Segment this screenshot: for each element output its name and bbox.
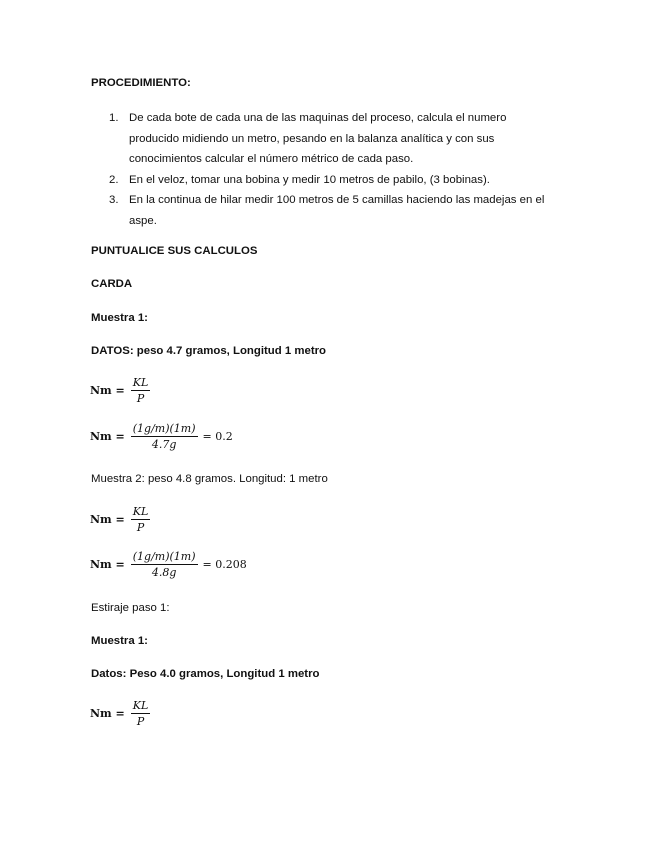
formula-lhs: Nm = xyxy=(90,384,125,397)
muestra-2: Muestra 2: peso 4.8 gramos. Longitud: 1 metro xyxy=(91,473,328,485)
denominator: P xyxy=(136,715,145,728)
numerator: KL xyxy=(132,505,149,518)
step-line: En el veloz, tomar una bobina y medir 10 metros de pabilo, (3 bobinas). xyxy=(129,173,490,186)
formula-lhs: Nm = xyxy=(90,558,125,571)
formula-result: = 0.2 xyxy=(202,430,233,443)
formula-lhs: Nm = xyxy=(90,707,125,720)
datos-2: Datos: Peso 4.0 gramos, Longitud 1 metro xyxy=(91,668,320,680)
formula-nm-general-3 xyxy=(90,699,153,728)
formula-nm-sample-1 xyxy=(90,422,233,451)
fraction xyxy=(131,505,151,534)
procedure-list xyxy=(91,108,571,231)
muestra-1-label: Muestra 1: xyxy=(91,312,148,324)
datos-1: DATOS: peso 4.7 gramos, Longitud 1 metro xyxy=(91,345,327,357)
procedure-heading: PROCEDIMIENTO: xyxy=(91,77,191,89)
fraction xyxy=(131,550,198,579)
carda-heading: CARDA xyxy=(91,278,133,290)
denominator: P xyxy=(136,392,145,405)
formula-lhs: Nm = xyxy=(90,430,125,443)
procedure-step xyxy=(91,170,571,191)
formula-lhs: Nm = xyxy=(90,513,125,526)
step-line: En la continua de hilar medir 100 metros de 5 camillas haciendo las madejas en el xyxy=(129,194,545,206)
denominator: 4.8g xyxy=(151,566,177,579)
calcs-heading: PUNTUALICE SUS CALCULOS xyxy=(91,245,258,257)
estiraje-label: Estiraje paso 1: xyxy=(91,602,170,614)
step-line: aspe. xyxy=(129,214,157,227)
fraction xyxy=(131,376,151,405)
step-line: conocimientos calcular el número métrico de cada paso. xyxy=(129,153,414,165)
formula-nm-general-1 xyxy=(90,376,153,405)
fraction xyxy=(131,699,151,728)
procedure-step xyxy=(91,190,571,231)
numerator: KL xyxy=(132,376,149,389)
numerator: (1g/m)(1m) xyxy=(132,550,196,563)
muestra-1b-label: Muestra 1: xyxy=(91,635,148,647)
formula-result: = 0.208 xyxy=(202,558,247,571)
step-line: producido midiendo un metro, pesando en la balanza analítica y con sus xyxy=(129,132,495,145)
procedure-step xyxy=(91,108,571,170)
fraction xyxy=(131,422,198,451)
numerator: KL xyxy=(132,699,149,712)
numerator: (1g/m)(1m) xyxy=(132,422,196,435)
step-number: 3. xyxy=(109,194,119,206)
denominator: 4.7g xyxy=(151,438,177,451)
step-number: 1. xyxy=(109,112,119,124)
formula-nm-general-2 xyxy=(90,505,153,534)
denominator: P xyxy=(136,521,145,534)
formula-nm-sample-2 xyxy=(90,550,247,579)
step-line: De cada bote de cada una de las maquinas del proceso, calcula el numero xyxy=(129,112,507,124)
step-number: 2. xyxy=(109,173,119,186)
